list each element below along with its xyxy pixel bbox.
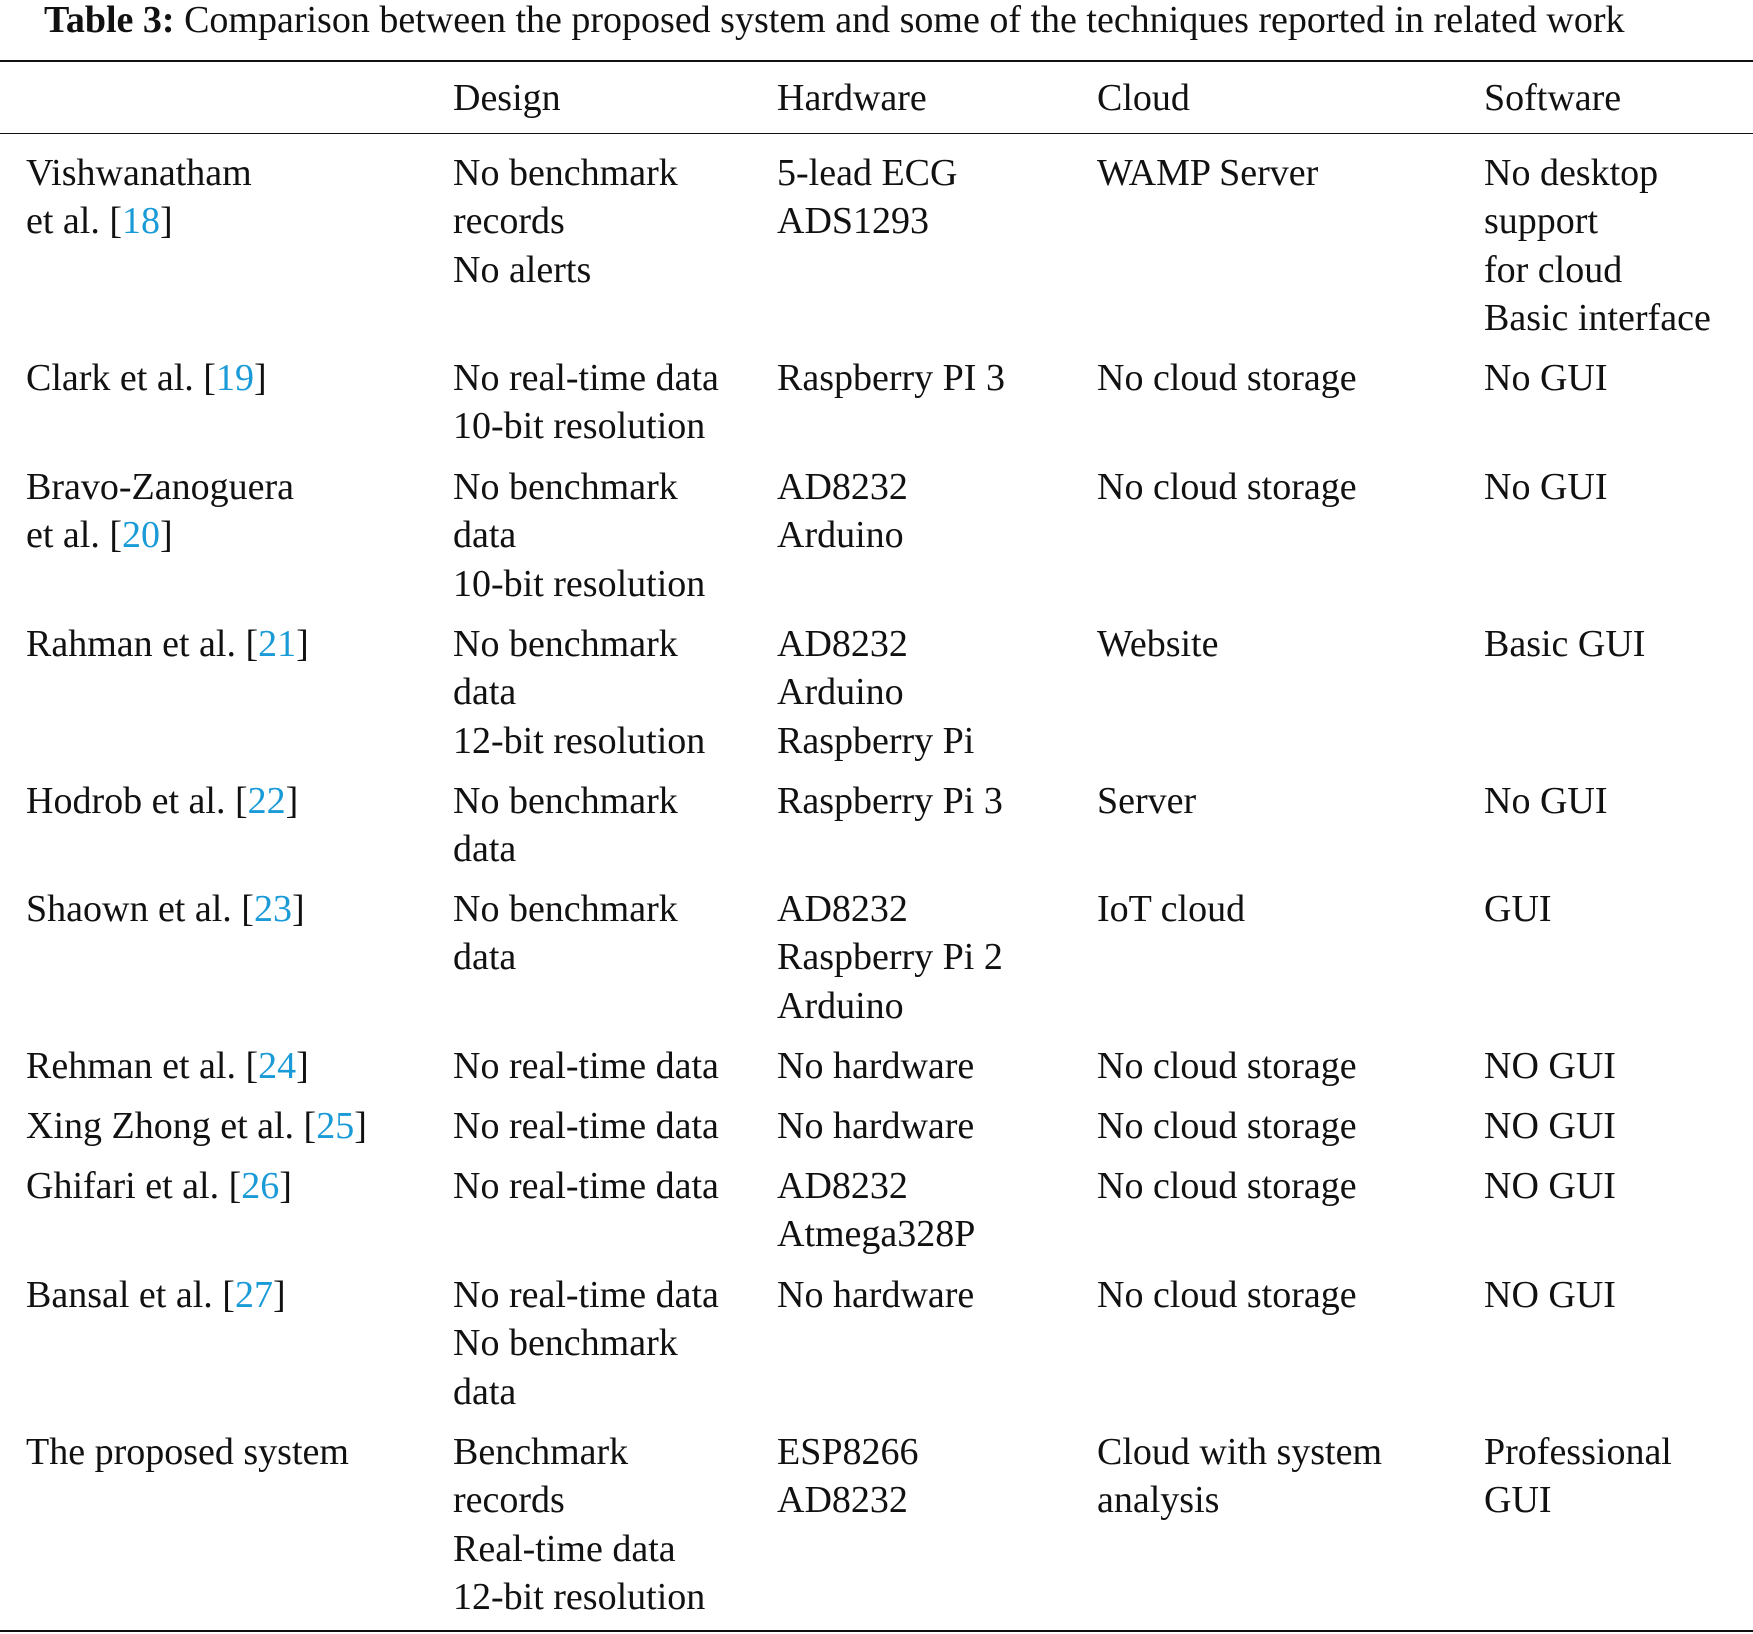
cell-text: AD8232 bbox=[777, 466, 908, 508]
citation-bracket: ] bbox=[354, 1105, 367, 1147]
cell-design bbox=[453, 463, 705, 608]
cell-text: No cloud storage bbox=[1097, 1274, 1357, 1316]
citation-bracket: ] bbox=[160, 514, 173, 557]
cell-text: Benchmark bbox=[453, 1431, 629, 1473]
cell-text: records bbox=[453, 1479, 565, 1522]
cell-cloud bbox=[1097, 354, 1357, 402]
cell-text: No cloud storage bbox=[1097, 1105, 1357, 1147]
cell-line bbox=[453, 197, 678, 245]
cell-cloud bbox=[1097, 1428, 1382, 1525]
cell-line bbox=[1484, 463, 1607, 511]
cell-cloud bbox=[1097, 620, 1218, 668]
cell-line bbox=[453, 1476, 705, 1524]
cell-line bbox=[1484, 1428, 1672, 1476]
cell-line bbox=[453, 1162, 719, 1210]
cell-line bbox=[777, 1102, 974, 1150]
citation-bracket: ] bbox=[296, 1045, 309, 1087]
cell-line bbox=[26, 511, 294, 559]
cell-text: data bbox=[453, 514, 517, 557]
cell-design bbox=[453, 885, 678, 982]
cell-line bbox=[26, 620, 309, 668]
cell-line bbox=[777, 933, 1003, 981]
cell-software bbox=[1484, 1042, 1616, 1090]
cell-text: Bansal et al. [ bbox=[26, 1274, 235, 1316]
cell-design bbox=[453, 777, 678, 874]
cell-text: data bbox=[453, 1370, 517, 1413]
cell-text: No hardware bbox=[777, 1105, 975, 1147]
cell-line bbox=[1097, 1428, 1382, 1476]
cell-text: Atmega328P bbox=[777, 1213, 976, 1256]
cell-text: Rahman et al. [ bbox=[26, 623, 259, 665]
cell-line bbox=[26, 777, 298, 825]
cell-text: ESP8266 bbox=[777, 1431, 919, 1473]
cell-line bbox=[453, 463, 705, 511]
cell-text: No benchmark bbox=[453, 623, 678, 665]
cell-line bbox=[1484, 1476, 1672, 1524]
cell-hardware bbox=[777, 1042, 974, 1090]
cell-text: GUI bbox=[1484, 888, 1552, 930]
cell-design bbox=[453, 1102, 719, 1150]
cell-cloud bbox=[1097, 1042, 1357, 1090]
cell-work bbox=[26, 777, 298, 825]
cell-text: No GUI bbox=[1484, 357, 1608, 399]
cell-text: Shaown et al. [ bbox=[26, 888, 254, 930]
cell-text: Raspberry Pi 3 bbox=[777, 780, 1003, 822]
cell-design bbox=[453, 149, 678, 294]
cell-text: Ghifari et al. [ bbox=[26, 1165, 242, 1207]
cell-line bbox=[453, 717, 705, 765]
cell-hardware bbox=[777, 885, 1003, 1030]
cell-line bbox=[777, 1042, 974, 1090]
cell-software bbox=[1484, 1162, 1616, 1210]
cell-line bbox=[453, 149, 678, 197]
cell-text: 12-bit resolution bbox=[453, 1576, 706, 1619]
cell-hardware bbox=[777, 620, 974, 765]
cell-text: 12-bit resolution bbox=[453, 719, 706, 762]
cell-software bbox=[1484, 463, 1607, 511]
cell-text: NO GUI bbox=[1484, 1274, 1616, 1316]
cell-cloud bbox=[1097, 463, 1357, 511]
cell-text: Arduino bbox=[777, 671, 904, 714]
cell-line bbox=[453, 560, 705, 608]
cell-line bbox=[453, 1573, 705, 1621]
cell-software bbox=[1484, 149, 1711, 343]
cell-line bbox=[26, 463, 294, 511]
cell-line bbox=[453, 511, 705, 559]
cell-text: Server bbox=[1097, 780, 1197, 822]
cell-text: No GUI bbox=[1484, 466, 1608, 508]
citation-bracket: ] bbox=[296, 623, 309, 665]
cell-line bbox=[1097, 1162, 1357, 1210]
cell-line bbox=[1484, 1162, 1616, 1210]
cell-text: No real-time data bbox=[453, 1105, 719, 1147]
citation-link[interactable]: 25 bbox=[316, 1105, 355, 1147]
cell-cloud bbox=[1097, 885, 1245, 933]
cell-line bbox=[1097, 1102, 1357, 1150]
cell-cloud bbox=[1097, 1162, 1357, 1210]
bottom-rule bbox=[0, 1630, 1753, 1632]
cell-text: ADS1293 bbox=[777, 200, 930, 243]
top-rule bbox=[0, 60, 1753, 62]
cell-text: Rehman et al. [ bbox=[26, 1045, 259, 1087]
cell-text: No alerts bbox=[453, 248, 592, 291]
cell-line bbox=[1484, 1102, 1616, 1150]
cell-line bbox=[453, 668, 705, 716]
cell-line bbox=[453, 620, 705, 668]
cell-text: Clark et al. [ bbox=[26, 357, 216, 399]
cell-text: No benchmark bbox=[453, 780, 678, 822]
cell-software bbox=[1484, 620, 1645, 668]
cell-text: No benchmark bbox=[453, 152, 678, 194]
cell-text: Arduino bbox=[777, 984, 904, 1027]
cell-design bbox=[453, 354, 719, 451]
cell-text: Raspberry PI 3 bbox=[777, 357, 1005, 399]
cell-line bbox=[453, 1102, 719, 1150]
cell-line bbox=[777, 982, 1003, 1030]
cell-text: IoT cloud bbox=[1097, 888, 1246, 930]
cell-line bbox=[26, 1162, 292, 1210]
cell-line bbox=[1484, 294, 1711, 342]
citation-link[interactable]: 22 bbox=[247, 780, 286, 822]
cell-text: Website bbox=[1097, 623, 1219, 665]
citation-link[interactable]: 27 bbox=[234, 1274, 273, 1316]
cell-line bbox=[777, 1476, 918, 1524]
cell-line bbox=[1097, 149, 1318, 197]
cell-work bbox=[26, 149, 252, 246]
cell-text: support bbox=[1484, 200, 1598, 243]
cell-text: Vishwanatham bbox=[26, 152, 252, 194]
cell-line bbox=[453, 402, 719, 450]
cell-line bbox=[453, 933, 678, 981]
citation-bracket: ] bbox=[253, 357, 267, 399]
cell-line bbox=[26, 1042, 309, 1090]
cell-line bbox=[1097, 620, 1218, 668]
cell-line bbox=[1484, 1271, 1616, 1319]
cell-text: data bbox=[453, 936, 517, 979]
cell-line bbox=[1097, 463, 1357, 511]
citation-bracket: ] bbox=[272, 1274, 286, 1316]
cell-line bbox=[1484, 354, 1607, 402]
cell-text: Basic interface bbox=[1484, 297, 1711, 340]
cell-work bbox=[26, 1042, 309, 1090]
cell-line bbox=[777, 777, 1003, 825]
cell-text: AD8232 bbox=[777, 888, 908, 930]
caption-text: Comparison between the proposed system and some of the techniques reported in related work bbox=[184, 0, 1625, 41]
cell-text: No real-time data bbox=[453, 1045, 719, 1087]
cell-text: No cloud storage bbox=[1097, 1045, 1357, 1087]
cell-hardware bbox=[777, 463, 908, 560]
cell-hardware bbox=[777, 149, 957, 246]
cell-line bbox=[453, 1271, 719, 1319]
cell-text: AD8232 bbox=[777, 1165, 908, 1207]
cell-text: AD8232 bbox=[777, 1479, 908, 1522]
cell-line bbox=[453, 1319, 719, 1367]
citation-link[interactable]: 20 bbox=[122, 514, 161, 557]
cell-line bbox=[777, 717, 974, 765]
citation-link[interactable]: 21 bbox=[258, 623, 297, 665]
citation-bracket: ] bbox=[285, 780, 299, 822]
cell-hardware bbox=[777, 1102, 974, 1150]
citation-link[interactable]: 18 bbox=[122, 200, 161, 243]
cell-line bbox=[777, 463, 908, 511]
cell-text: GUI bbox=[1484, 1479, 1552, 1522]
cell-line bbox=[1484, 197, 1711, 245]
cell-text: WAMP Server bbox=[1097, 152, 1319, 194]
cell-text: Basic GUI bbox=[1484, 623, 1646, 665]
cell-text: The proposed system bbox=[26, 1431, 349, 1473]
cell-hardware bbox=[777, 1428, 918, 1525]
cell-text: NO GUI bbox=[1484, 1105, 1616, 1147]
cell-text: No benchmark bbox=[453, 466, 678, 508]
column-header-cloud: Cloud bbox=[1097, 77, 1190, 119]
cell-line bbox=[26, 1102, 367, 1150]
cell-hardware bbox=[777, 354, 1005, 402]
cell-text: No cloud storage bbox=[1097, 466, 1357, 508]
cell-line bbox=[777, 1162, 975, 1210]
cell-line bbox=[1484, 620, 1645, 668]
cell-text: Real-time data bbox=[453, 1527, 676, 1570]
cell-hardware bbox=[777, 1271, 974, 1319]
cell-line bbox=[1484, 885, 1552, 933]
column-header-design: Design bbox=[453, 77, 561, 119]
cell-software bbox=[1484, 777, 1607, 825]
cell-line bbox=[777, 1428, 918, 1476]
cell-hardware bbox=[777, 777, 1003, 825]
cell-line bbox=[1097, 1042, 1357, 1090]
cell-hardware bbox=[777, 1162, 975, 1259]
cell-line bbox=[1097, 777, 1196, 825]
column-header-hardware: Hardware bbox=[777, 77, 927, 119]
cell-text: et al. [ bbox=[26, 200, 123, 243]
citation-bracket: ] bbox=[291, 888, 305, 930]
cell-text: No real-time data bbox=[453, 357, 719, 399]
cell-design bbox=[453, 620, 705, 765]
cell-text: No hardware bbox=[777, 1045, 975, 1087]
cell-design bbox=[453, 1428, 705, 1622]
cell-text: 10-bit resolution bbox=[453, 562, 706, 605]
cell-text: No desktop bbox=[1484, 152, 1659, 194]
cell-text: et al. [ bbox=[26, 514, 123, 557]
cell-work bbox=[26, 354, 267, 402]
cell-line bbox=[453, 1042, 719, 1090]
citation-bracket: ] bbox=[160, 200, 173, 243]
cell-line bbox=[1484, 246, 1711, 294]
cell-line bbox=[453, 825, 678, 873]
cell-line bbox=[777, 668, 974, 716]
cell-text: No benchmark bbox=[453, 1322, 678, 1365]
cell-line bbox=[453, 354, 719, 402]
cell-text: analysis bbox=[1097, 1479, 1220, 1522]
cell-line bbox=[1097, 354, 1357, 402]
cell-design bbox=[453, 1271, 719, 1416]
cell-text: No cloud storage bbox=[1097, 357, 1357, 399]
cell-software bbox=[1484, 1102, 1616, 1150]
cell-line bbox=[1484, 777, 1607, 825]
cell-line bbox=[1097, 1476, 1382, 1524]
cell-text: records bbox=[453, 200, 565, 243]
cell-line bbox=[453, 777, 678, 825]
cell-text: data bbox=[453, 671, 517, 714]
cell-software bbox=[1484, 1271, 1616, 1319]
cell-line bbox=[777, 197, 957, 245]
cell-line bbox=[26, 885, 305, 933]
cell-cloud bbox=[1097, 149, 1318, 197]
cell-line bbox=[453, 1525, 705, 1573]
header-rule bbox=[0, 133, 1753, 134]
cell-line bbox=[1484, 149, 1711, 197]
table-caption bbox=[44, 0, 1724, 40]
cell-line bbox=[777, 620, 974, 668]
cell-cloud bbox=[1097, 1102, 1357, 1150]
cell-line bbox=[777, 149, 957, 197]
cell-design bbox=[453, 1162, 719, 1210]
cell-text: AD8232 bbox=[777, 623, 908, 665]
cell-text: 5-lead ECG bbox=[777, 152, 958, 194]
cell-text: 10-bit resolution bbox=[453, 405, 706, 448]
cell-text: data bbox=[453, 828, 517, 871]
citation-bracket: ] bbox=[279, 1165, 292, 1207]
cell-line bbox=[453, 885, 678, 933]
cell-text: NO GUI bbox=[1484, 1045, 1616, 1087]
cell-text: No cloud storage bbox=[1097, 1165, 1357, 1207]
citation-link[interactable]: 23 bbox=[253, 888, 292, 930]
cell-text: NO GUI bbox=[1484, 1165, 1616, 1207]
cell-text: Raspberry Pi 2 bbox=[777, 936, 1003, 979]
cell-text: No GUI bbox=[1484, 780, 1608, 822]
cell-line bbox=[26, 149, 252, 197]
cell-text: Xing Zhong et al. [ bbox=[26, 1105, 317, 1147]
cell-work bbox=[26, 463, 294, 560]
cell-text: Raspberry Pi bbox=[777, 719, 975, 762]
cell-work bbox=[26, 1102, 367, 1150]
citation-link[interactable]: 24 bbox=[258, 1045, 297, 1087]
cell-line bbox=[777, 511, 908, 559]
cell-work bbox=[26, 1271, 286, 1319]
cell-line bbox=[777, 354, 1005, 402]
cell-line bbox=[26, 1428, 349, 1476]
cell-text: Bravo-Zanoguera bbox=[26, 466, 294, 508]
cell-text: for cloud bbox=[1484, 248, 1623, 291]
cell-work bbox=[26, 885, 305, 933]
cell-text: No real-time data bbox=[453, 1165, 719, 1207]
cell-software bbox=[1484, 885, 1552, 933]
cell-text: No real-time data bbox=[453, 1274, 719, 1316]
cell-text: Hodrob et al. [ bbox=[26, 780, 248, 822]
cell-work bbox=[26, 1428, 349, 1476]
citation-link[interactable]: 19 bbox=[215, 357, 254, 399]
cell-work bbox=[26, 1162, 292, 1210]
cell-cloud bbox=[1097, 1271, 1357, 1319]
cell-line bbox=[777, 1210, 975, 1258]
cell-text: Arduino bbox=[777, 514, 904, 557]
cell-line bbox=[26, 1271, 286, 1319]
cell-text: No benchmark bbox=[453, 888, 678, 930]
cell-text: No hardware bbox=[777, 1274, 975, 1316]
cell-line bbox=[453, 246, 678, 294]
citation-link[interactable]: 26 bbox=[241, 1165, 280, 1207]
cell-text: Professional bbox=[1484, 1431, 1672, 1473]
cell-software bbox=[1484, 1428, 1672, 1525]
cell-cloud bbox=[1097, 777, 1196, 825]
cell-line bbox=[1484, 1042, 1616, 1090]
cell-line bbox=[453, 1368, 719, 1416]
cell-line bbox=[26, 197, 252, 245]
cell-line bbox=[777, 1271, 974, 1319]
cell-line bbox=[1097, 1271, 1357, 1319]
cell-text: Cloud with system bbox=[1097, 1431, 1383, 1473]
cell-work bbox=[26, 620, 309, 668]
cell-line bbox=[26, 354, 267, 402]
cell-design bbox=[453, 1042, 719, 1090]
column-header-software: Software bbox=[1484, 77, 1622, 119]
caption-label: Table 3: bbox=[44, 0, 175, 41]
cell-line bbox=[777, 885, 1003, 933]
cell-line bbox=[1097, 885, 1245, 933]
cell-line bbox=[453, 1428, 705, 1476]
cell-software bbox=[1484, 354, 1607, 402]
